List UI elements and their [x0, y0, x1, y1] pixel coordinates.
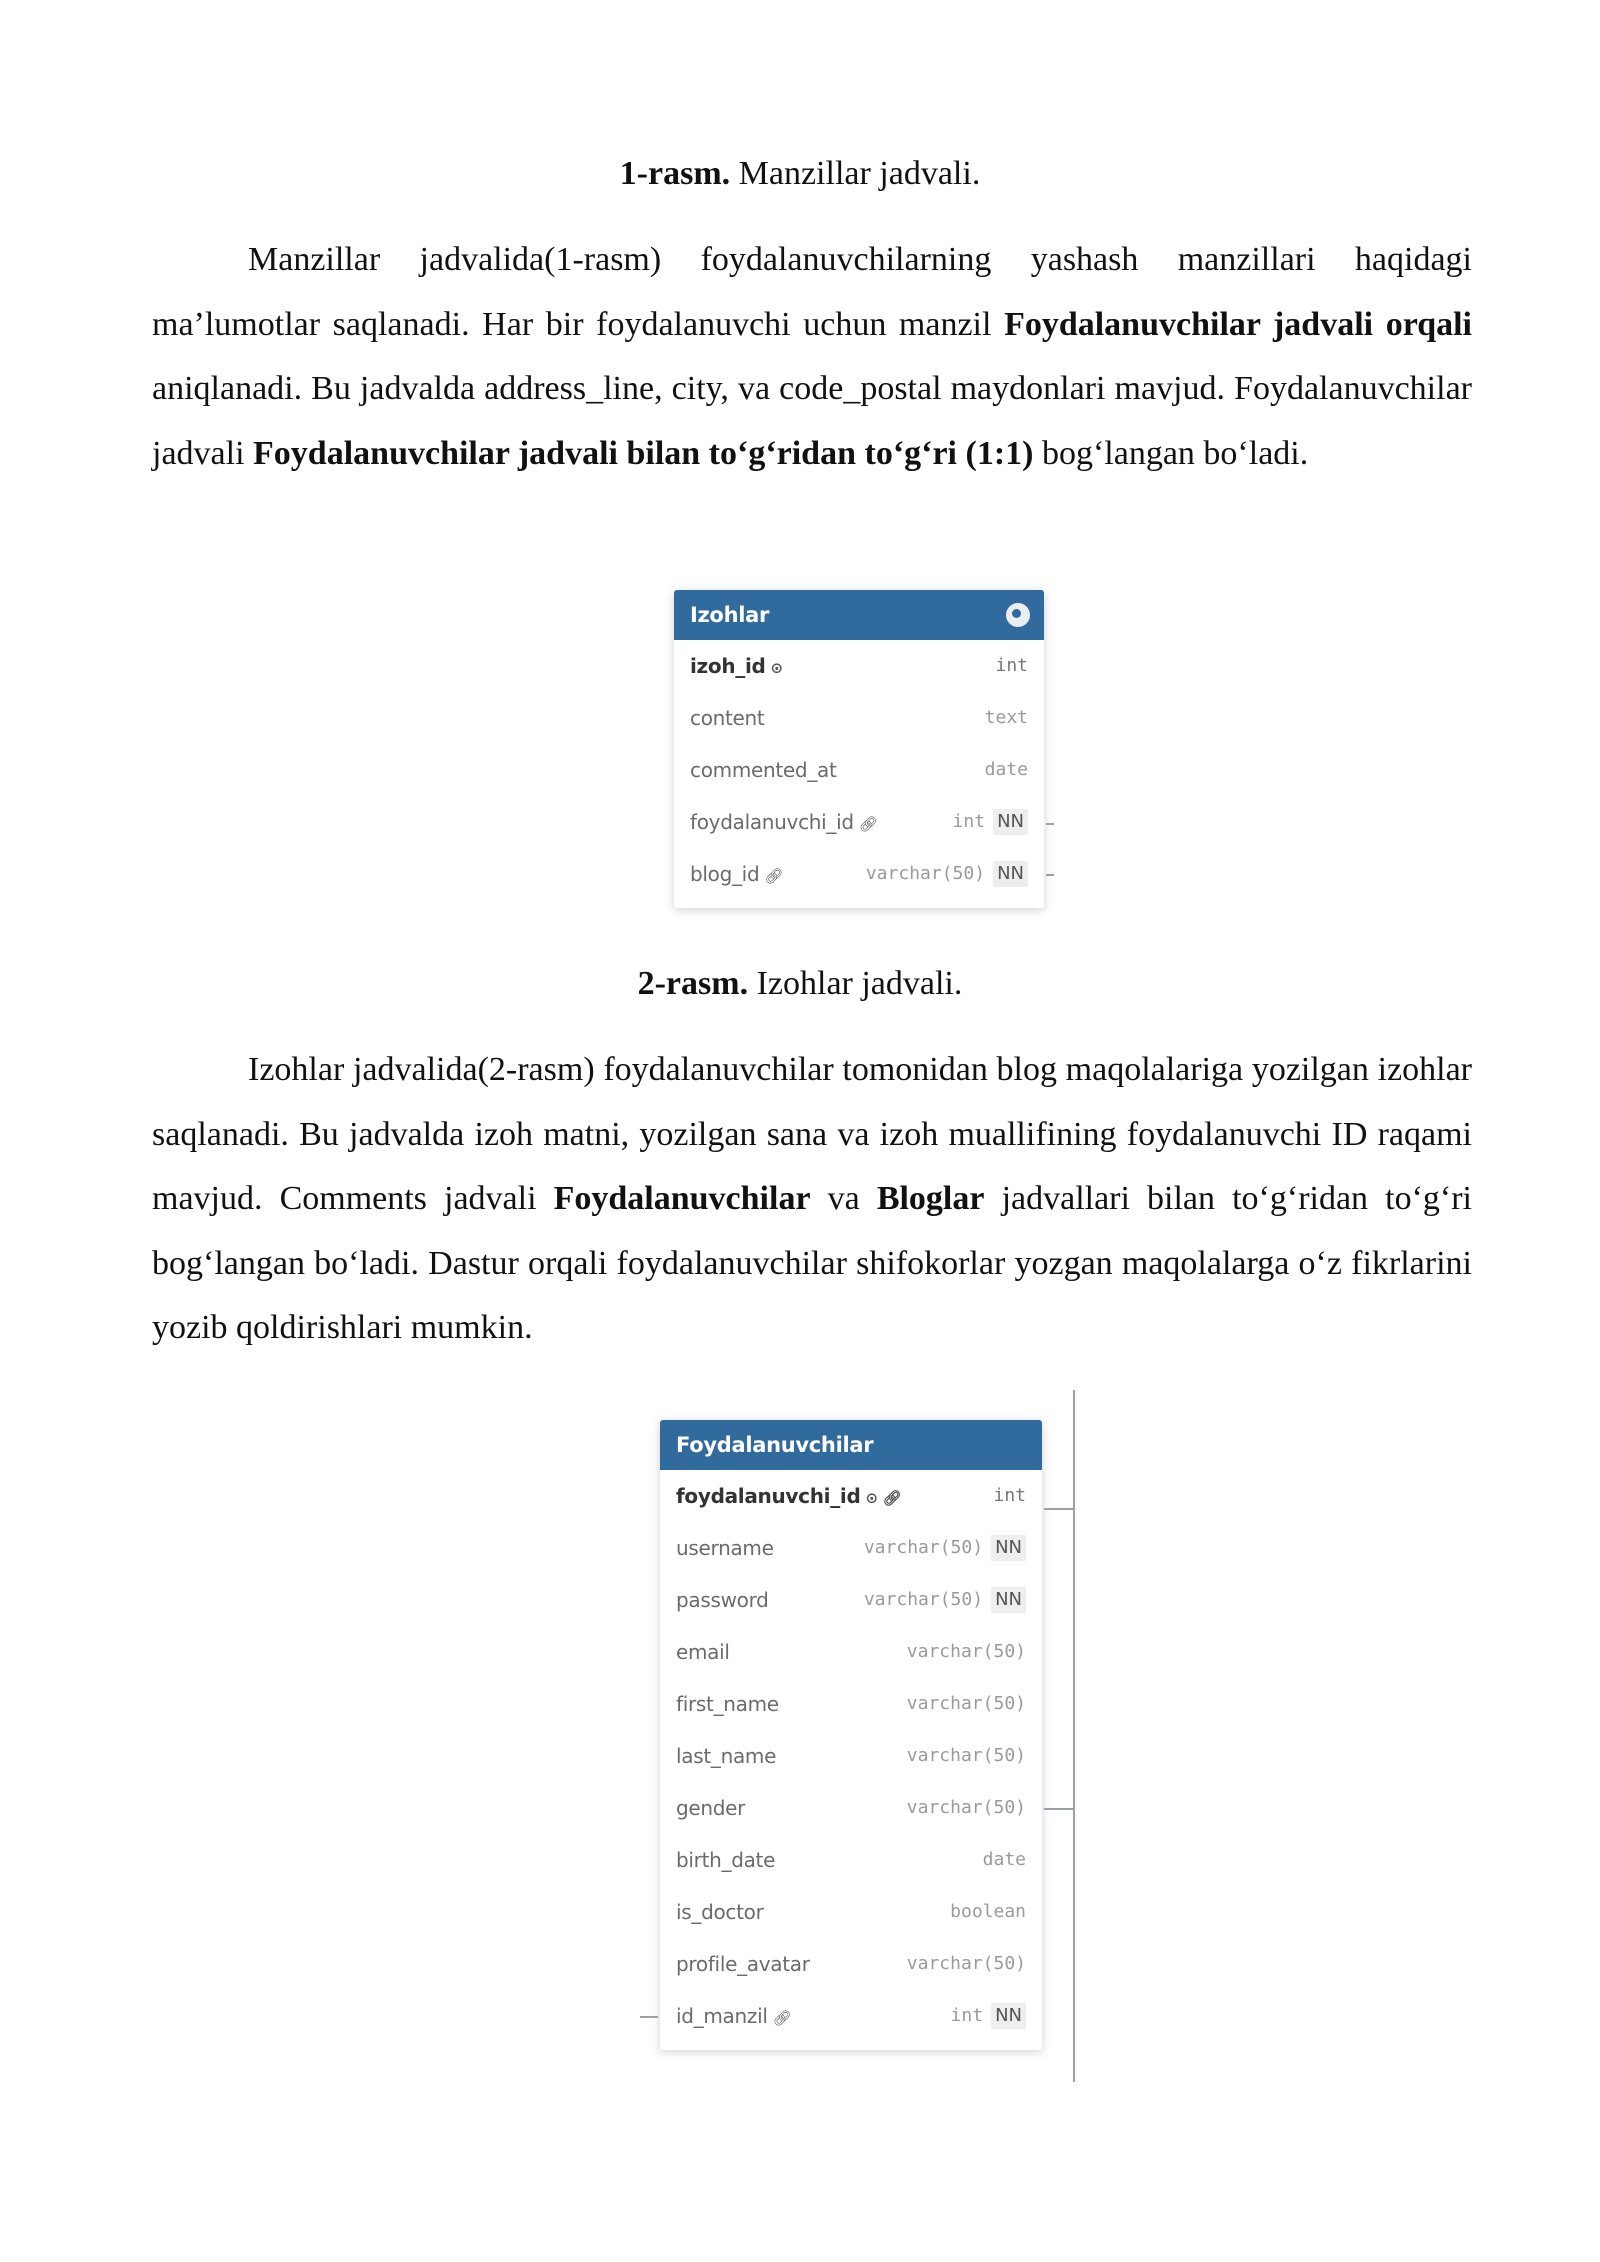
field-name-text: commented_at	[690, 758, 837, 782]
field-row	[660, 1782, 1042, 1834]
not-null-badge: NN	[993, 861, 1028, 887]
field-type	[983, 1834, 1026, 1886]
field-type-text: boolean	[950, 1901, 1026, 1922]
izohlar-er-table	[674, 590, 1044, 908]
field-type	[985, 744, 1028, 796]
field-name-text: foydalanuvchi_id	[676, 1484, 861, 1508]
field-row	[660, 1990, 1042, 2042]
field-type-text: varchar(50)	[906, 1745, 1026, 1766]
figure-1-title: Manzillar jadvali.	[730, 155, 981, 192]
field-row	[660, 1678, 1042, 1730]
field-type	[950, 1886, 1026, 1938]
field-type	[866, 848, 1028, 900]
field-name-text: last_name	[676, 1744, 777, 1768]
field-row	[674, 796, 1044, 848]
para2-text-1: Izohlar jadvalida(2-rasm) foydalanuvchilar tomonidan blog maqolalariga yozilgan izohlar saqlanadi. Bu jadvalda izoh matni, yozilgan sana va izoh muallifining foydalanuvchi ID raqami mavjud. Comments jadvali	[152, 1051, 1472, 1217]
field-name	[676, 1782, 745, 1834]
field-name	[690, 796, 878, 850]
field-name-text: blog_id	[690, 862, 760, 886]
field-type-text: int	[993, 1485, 1026, 1506]
field-name	[676, 1886, 764, 1938]
relation-connector	[1044, 1808, 1074, 1810]
field-type-text: varchar(50)	[906, 1953, 1026, 1974]
link-icon: 🔗︎	[764, 867, 784, 885]
not-null-badge: NN	[991, 1587, 1026, 1613]
field-row	[674, 640, 1044, 692]
figure-2-title: Izohlar jadvali.	[748, 965, 963, 1002]
field-name-text: is_doctor	[676, 1900, 764, 1924]
field-type	[907, 1626, 1026, 1678]
field-type-text: int	[995, 655, 1028, 676]
field-name-text: email	[676, 1640, 730, 1664]
field-row	[660, 1834, 1042, 1886]
field-type	[907, 1938, 1026, 1990]
relation-connector	[1046, 823, 1054, 825]
field-name	[676, 1938, 810, 1990]
figure-2-caption	[0, 964, 1600, 1004]
relation-connector	[1044, 1508, 1074, 1510]
field-type	[993, 1470, 1026, 1522]
field-name	[676, 1730, 776, 1782]
field-type	[985, 692, 1028, 744]
para1-text-1: Manzillar jadvalida(1-rasm) foydalanuvchilarning yashash manzillari haqidagi ma’lumotlar saqlanadi. Har bir foydalanuvchi uchun manzil	[152, 241, 1472, 343]
field-name	[690, 848, 783, 902]
field-type-text: varchar(50)	[906, 1797, 1026, 1818]
paragraph-izohlar	[152, 1038, 1472, 1361]
table-header	[674, 590, 1044, 640]
field-name	[676, 1834, 775, 1886]
field-type-text: varchar(50)	[863, 1589, 984, 1610]
field-name	[676, 1678, 779, 1730]
key-icon: ⊙	[770, 659, 783, 677]
not-null-badge: NN	[993, 809, 1028, 835]
field-name	[690, 744, 837, 796]
field-name	[676, 1470, 901, 1524]
para2-text-3: jadvallari bilan to‘g‘ridan to‘g‘ri bog‘langan bo‘ladi. Dastur orqali foydalanuvchilar shifokorlar yozgan maqolalarga o‘z fikrlarini yozib qoldirishlari mumkin.	[152, 1180, 1472, 1346]
field-row	[660, 1626, 1042, 1678]
field-name	[690, 692, 764, 744]
field-type	[907, 1730, 1026, 1782]
field-type-text: varchar(50)	[863, 1537, 984, 1558]
field-type	[995, 640, 1028, 692]
field-type	[951, 1990, 1026, 2042]
field-name-text: izoh_id	[690, 654, 766, 678]
link-icon: 🔗︎	[858, 815, 878, 833]
field-type-text: text	[984, 707, 1028, 728]
field-type	[907, 1782, 1026, 1834]
table-title: Foydalanuvchilar	[676, 1433, 874, 1457]
field-row	[660, 1522, 1042, 1574]
field-row	[674, 848, 1044, 900]
field-name	[676, 1626, 730, 1678]
field-name	[676, 1990, 791, 2044]
field-row	[660, 1938, 1042, 1990]
field-name-text: gender	[676, 1796, 746, 1820]
paragraph-manzillar	[152, 228, 1472, 486]
field-row	[674, 692, 1044, 744]
field-type-text: varchar(50)	[865, 863, 986, 884]
field-name-text: foydalanuvchi_id	[690, 810, 854, 834]
relation-line	[1073, 1390, 1075, 2082]
field-row	[660, 1574, 1042, 1626]
field-type	[864, 1522, 1026, 1574]
field-type	[864, 1574, 1026, 1626]
palette-icon	[1006, 603, 1030, 627]
field-type-text: varchar(50)	[906, 1641, 1026, 1662]
table-header	[660, 1420, 1042, 1470]
figure-2-label: 2-rasm.	[637, 965, 749, 1002]
field-name-text: first_name	[676, 1692, 779, 1716]
field-row	[674, 744, 1044, 796]
field-type-text: date	[984, 759, 1028, 780]
link-icon: 🔗︎	[772, 2009, 792, 2027]
field-type-text: date	[982, 1849, 1026, 1870]
field-name-text: username	[676, 1536, 774, 1560]
field-row	[660, 1730, 1042, 1782]
field-name	[690, 640, 783, 694]
para1-text-2: aniqlanadi. Bu jadvalda address_line, city, va code_postal maydonlari mavjud. Foydalanuvchilar jadvali	[152, 370, 1472, 472]
para1-bold-2: Foydalanuvchilar jadvali bilan to‘g‘ridan to‘g‘ri (1:1)	[253, 434, 1034, 472]
relation-connector	[640, 2016, 658, 2018]
field-row	[660, 1886, 1042, 1938]
key-link-icon: ⊙ 🔗︎	[865, 1489, 902, 1507]
para2-text-2: va	[810, 1180, 877, 1217]
field-name	[676, 1574, 769, 1626]
para2-bold-2: Bloglar	[876, 1180, 985, 1217]
field-type	[907, 1678, 1026, 1730]
field-type-text: int	[952, 811, 986, 832]
para1-text-3: bog‘langan bo‘ladi.	[1033, 434, 1309, 472]
foydalanuvchilar-er-table	[660, 1420, 1042, 2050]
para1-bold-1: Foydalanuvchilar jadvali orqali	[1004, 305, 1472, 343]
field-name-text: content	[690, 706, 765, 730]
field-name-text: birth_date	[676, 1848, 776, 1872]
not-null-badge: NN	[991, 2003, 1026, 2029]
field-name-text: id_manzil	[676, 2004, 768, 2028]
para2-bold-1: Foydalanuvchilar	[553, 1180, 811, 1217]
field-type	[953, 796, 1028, 848]
figure-1-label: 1-rasm.	[619, 155, 731, 192]
field-row	[660, 1470, 1042, 1522]
figure-1-caption	[0, 154, 1600, 194]
field-name-text: profile_avatar	[676, 1952, 810, 1976]
field-name	[676, 1522, 774, 1574]
field-type-text: int	[950, 2005, 984, 2026]
relation-connector	[1046, 874, 1054, 876]
not-null-badge: NN	[991, 1535, 1026, 1561]
field-name-text: password	[676, 1588, 769, 1612]
field-type-text: varchar(50)	[906, 1693, 1026, 1714]
table-title: Izohlar	[690, 603, 770, 627]
